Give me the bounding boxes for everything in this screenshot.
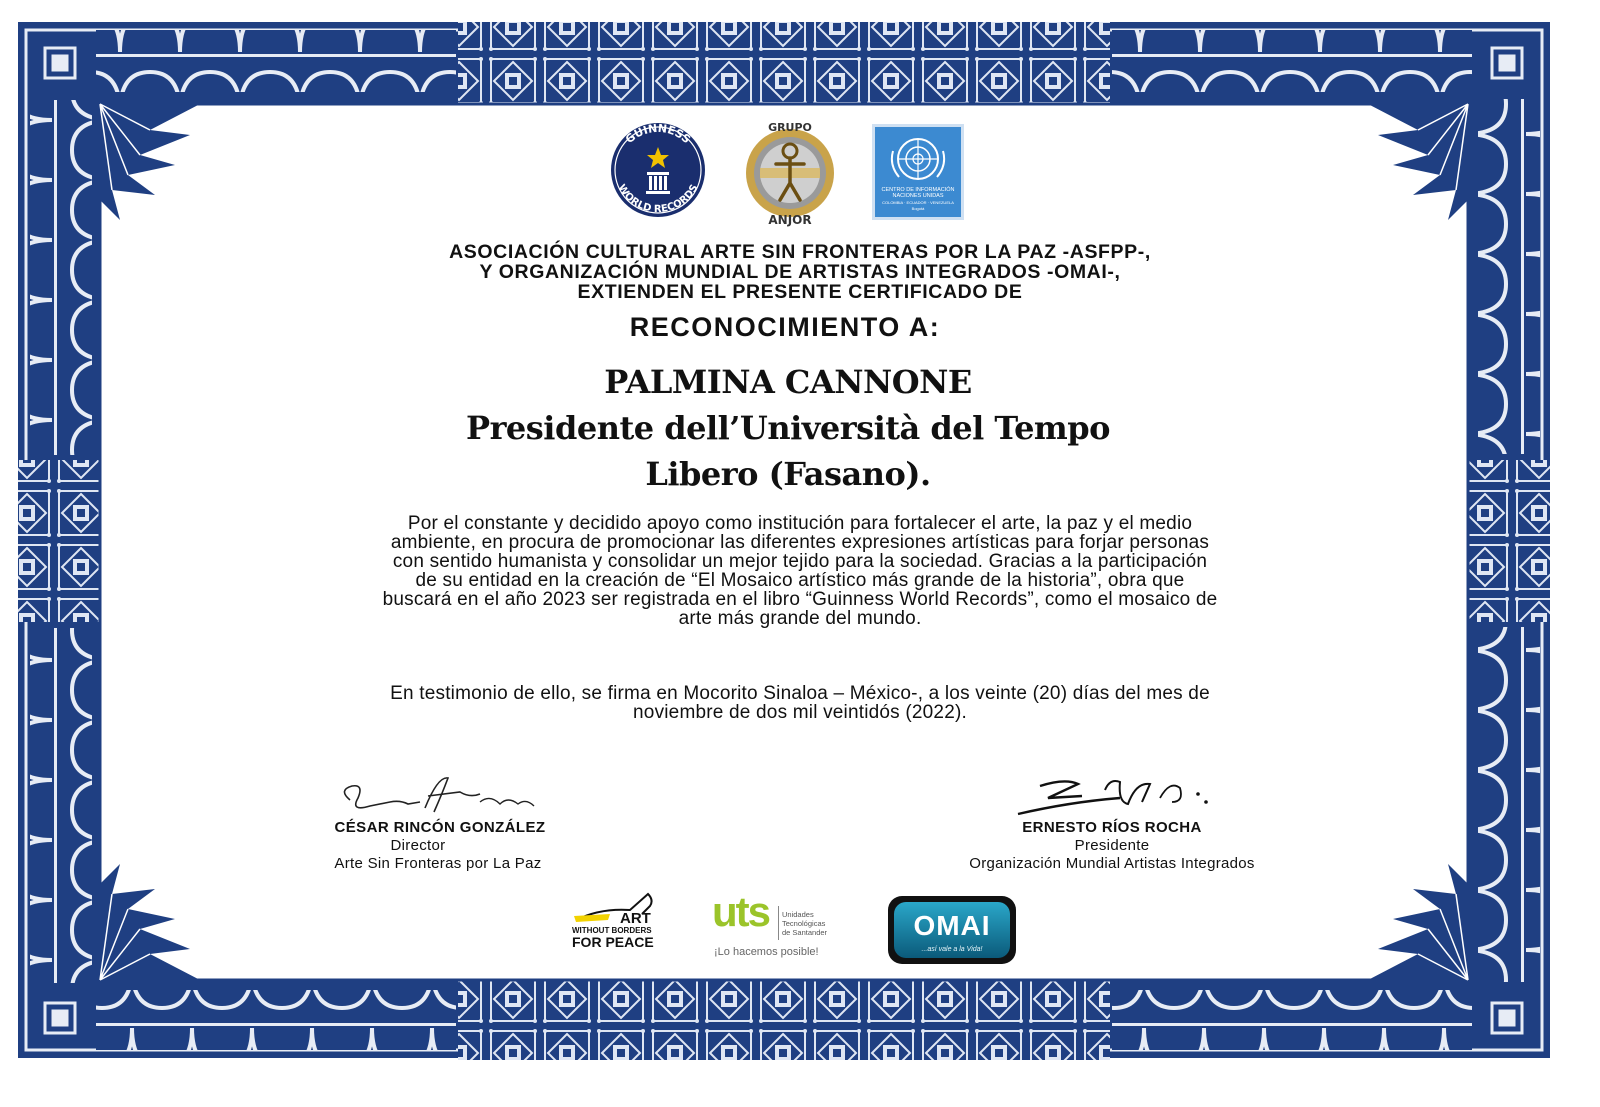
un-text-line3: COLOMBIA · ECUADOR · VENEZUELA [882, 200, 954, 205]
uts-slogan: ¡Lo hacemos posible! [714, 946, 819, 958]
omai-mark: OMAI [913, 910, 991, 941]
body-line-6: arte más grande del mundo. [678, 608, 922, 629]
uts-logo [712, 888, 836, 962]
recipient-name: PALMINA CANNONE [604, 363, 972, 401]
testimony-line-2: noviembre de dos mil veintidós (2022). [633, 702, 967, 723]
body-line-5: buscará en el año 2023 ser registrada en el libro “Guinness World Records”, como el mosaico de [382, 589, 1218, 610]
uts-desc2: Tecnológicas [782, 919, 826, 928]
uts-mark: uts [712, 888, 769, 935]
body-line-3: con sentido humanista y consolidar un mejor tejido para la sociedad. Gracias a la participación [392, 551, 1208, 572]
un-info-center-logo [872, 124, 964, 220]
omai-slogan: ...así vale a la Vida! [921, 946, 983, 953]
body-line-2: ambiente, en procura de promocionar las diferentes expresiones artísticas para forjar personas [390, 532, 1210, 553]
un-text-line4: Bogotá [911, 206, 925, 211]
grupo-anjor-logo [740, 118, 840, 228]
omai-logo [888, 896, 1016, 964]
art-without-borders-logo [570, 890, 670, 952]
signer-role-left: Director [390, 837, 446, 854]
signer-name-right: ERNESTO RÍOS ROCHA [1022, 819, 1202, 836]
signer-org-right: Organización Mundial Artistas Integrados [969, 855, 1255, 872]
header-line-1: ASOCIACIÓN CULTURAL ARTE SIN FRONTERAS POR LA PAZ -ASFPP-, [449, 241, 1151, 263]
signer-role-right: Presidente [1074, 837, 1150, 854]
uts-desc1: Unidades [782, 910, 814, 919]
un-text-line2: NACIONES UNIDAS [892, 193, 944, 199]
recognition-label: RECONOCIMIENTO A: [629, 312, 941, 342]
signer-name-left: CÉSAR RINCÓN GONZÁLEZ [334, 819, 546, 836]
guinness-text-bottom: WORLD RECORDS [615, 182, 701, 216]
testimony-line-1: En testimonio de ello, se firma en Mocorito Sinaloa – México-, a los veinte (20) días del mes de [390, 683, 1210, 704]
anjor-text-bottom: ANJOR [768, 213, 812, 227]
uts-desc3: de Santander [782, 928, 828, 937]
signature-right [1010, 772, 1230, 822]
guinness-text-top: GUINNESS [623, 121, 694, 147]
recipient-title-line-2: Libero (Fasano). [645, 455, 931, 493]
body-line-1: Por el constante y decidido apoyo como institución para fortalecer el arte, la paz y el medio [407, 513, 1193, 534]
art-line1: ART [620, 910, 651, 927]
signer-org-left: Arte Sin Fronteras por La Paz [334, 855, 542, 872]
art-line3: FOR PEACE [572, 934, 654, 950]
guinness-logo [600, 120, 715, 220]
anjor-text-top: GRUPO [768, 121, 812, 134]
signature-left [330, 772, 540, 820]
header-line-3: EXTIENDEN EL PRESENTE CERTIFICADO DE [577, 281, 1023, 303]
recipient-title-line-1: Presidente dell’Università del Tempo [466, 409, 1110, 447]
art-line2: WITHOUT BORDERS [572, 926, 652, 935]
un-text-line1: CENTRO DE INFORMACIÓN [881, 187, 955, 193]
body-line-4: de su entidad en la creación de “El Mosaico artístico más grande de la historia”, obra que [415, 570, 1185, 591]
header-line-2: Y ORGANIZACIÓN MUNDIAL DE ARTISTAS INTEGRADOS -OMAI-, [479, 261, 1121, 283]
